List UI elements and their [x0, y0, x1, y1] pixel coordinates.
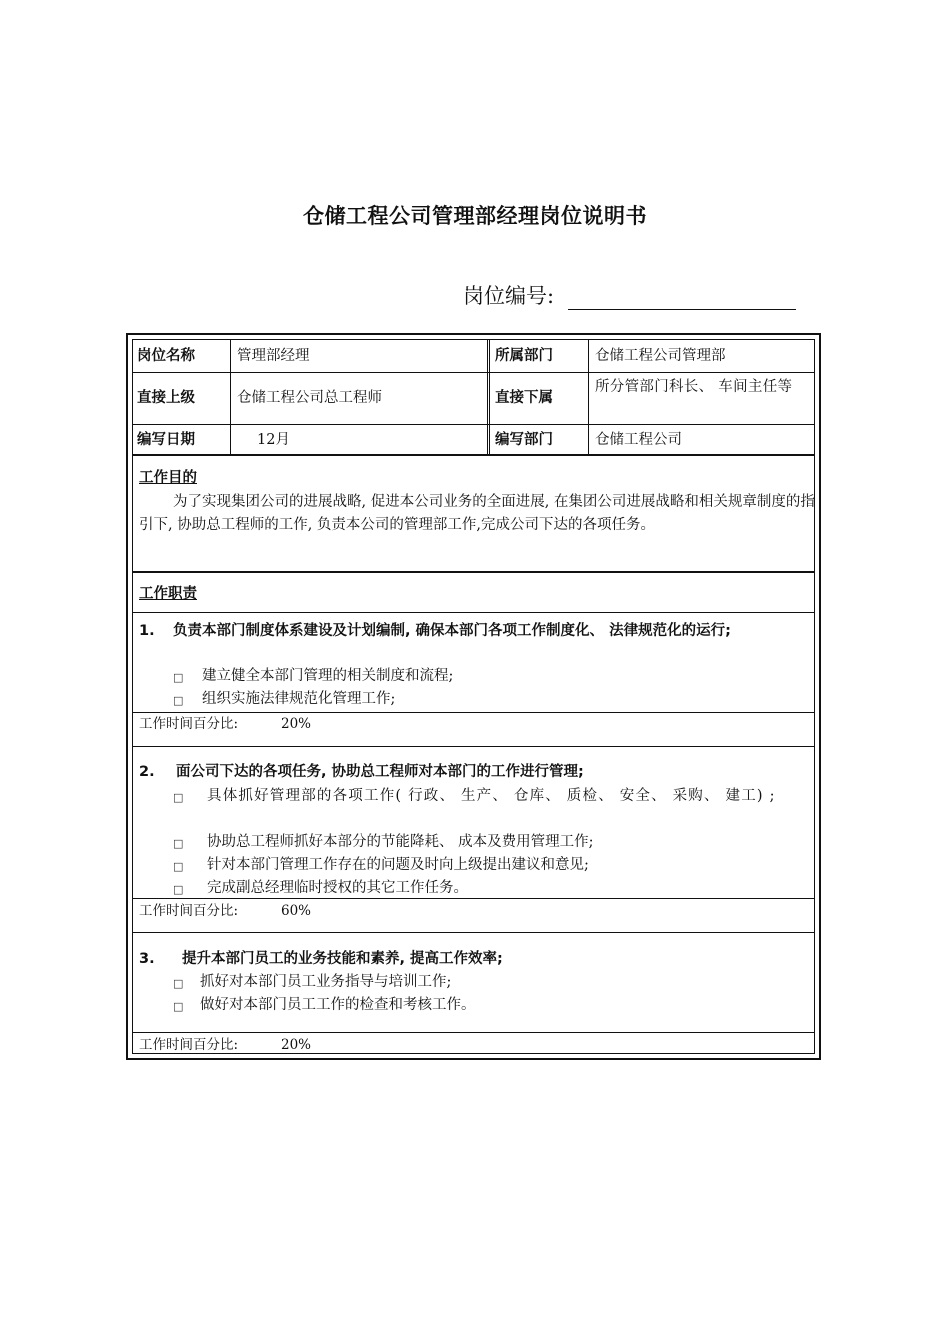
compile-department-value: 仓储工程公司 — [595, 432, 682, 448]
duty-number: 2. — [139, 764, 155, 780]
duty-title: 负责本部门制度体系建设及计划编制, 确保本部门各项工作制度化、 法律规范化的运行; — [173, 623, 731, 639]
purpose-text: 为了实现集团公司的进展战略, 促进本公司业务的全面进展, 在集团公司进展战略和相关规章制度的指引下, 协助总工程师的工作, 负责本公司的管理部工作,完成公司下达的各项任务。 — [139, 494, 815, 533]
time-percent-value: 60% — [281, 903, 312, 919]
duty-item: 具体抓好管理部的各项工作( 行政、 生产、 仓库、 质检、 安全、 采购、 建工) ; — [207, 788, 776, 804]
time-percent-label: 工作时间百分比: — [139, 903, 239, 919]
post-number-label: 岗位编号: — [463, 284, 555, 308]
time-percent-value: 20% — [281, 1037, 312, 1053]
duty-title: 面公司下达的各项任务, 协助总工程师对本部门的工作进行管理; — [176, 764, 584, 780]
column-divider — [588, 340, 589, 454]
time-percent-value: 20% — [281, 716, 312, 732]
superior-label: 直接上级 — [137, 390, 195, 406]
position-label: 岗位名称 — [137, 348, 195, 364]
duty-item: 建立健全本部门管理的相关制度和流程; — [202, 668, 454, 684]
column-divider — [230, 340, 231, 454]
square-bullet-icon: □ — [173, 791, 184, 804]
document-title: 仓储工程公司管理部经理岗位说明书 — [303, 204, 647, 228]
duty-item: 组织实施法律规范化管理工作; — [202, 691, 396, 707]
time-percent-label: 工作时间百分比: — [139, 716, 239, 732]
duty-item: 做好对本部门员工工作的检查和考核工作。 — [200, 997, 476, 1013]
row-divider — [133, 932, 814, 933]
row-divider — [133, 712, 814, 713]
section-divider — [133, 454, 814, 456]
subordinate-value: 所分管部门科长、 车间主任等 — [595, 379, 793, 395]
square-bullet-icon: □ — [173, 837, 184, 850]
row-divider — [133, 746, 814, 747]
post-number-field — [463, 280, 796, 310]
purpose-heading: 工作目的 — [139, 470, 197, 486]
duty-item: 抓好对本部门员工业务指导与培训工作; — [200, 974, 452, 990]
position-value: 管理部经理 — [237, 348, 310, 364]
table-inner-border — [132, 339, 815, 1054]
department-label: 所属部门 — [495, 348, 553, 364]
column-divider — [489, 340, 490, 454]
duty-number: 1. — [139, 623, 155, 639]
row-divider — [133, 612, 814, 613]
compile-department-label: 编写部门 — [495, 432, 553, 448]
square-bullet-icon: □ — [173, 694, 184, 707]
row-divider — [133, 372, 814, 373]
compile-date-label: 编写日期 — [137, 432, 195, 448]
section-divider — [133, 571, 814, 573]
compile-date-value: 12月 — [257, 432, 290, 448]
duty-item: 完成副总经理临时授权的其它工作任务。 — [207, 880, 468, 896]
square-bullet-icon: □ — [173, 977, 184, 990]
time-percent-label: 工作时间百分比: — [139, 1037, 239, 1053]
square-bullet-icon: □ — [173, 1000, 184, 1013]
duty-item: 针对本部门管理工作存在的问题及时向上级提出建议和意见; — [207, 857, 589, 873]
duties-heading: 工作职责 — [139, 586, 197, 602]
duty-item: 协助总工程师抓好本部分的节能降耗、 成本及费用管理工作; — [207, 834, 594, 850]
square-bullet-icon: □ — [173, 671, 184, 684]
row-divider — [133, 898, 814, 899]
post-number-blank-line — [568, 289, 796, 310]
row-divider — [133, 424, 814, 425]
column-divider — [487, 340, 488, 454]
subordinate-label: 直接下属 — [495, 390, 553, 406]
department-value: 仓储工程公司管理部 — [595, 348, 726, 364]
superior-value: 仓储工程公司总工程师 — [237, 390, 382, 406]
job-description-table — [126, 333, 821, 1060]
square-bullet-icon: □ — [173, 883, 184, 896]
row-divider — [133, 1032, 814, 1033]
square-bullet-icon: □ — [173, 860, 184, 873]
duty-number: 3. — [139, 951, 155, 967]
duty-title: 提升本部门员工的业务技能和素养, 提高工作效率; — [182, 951, 503, 967]
